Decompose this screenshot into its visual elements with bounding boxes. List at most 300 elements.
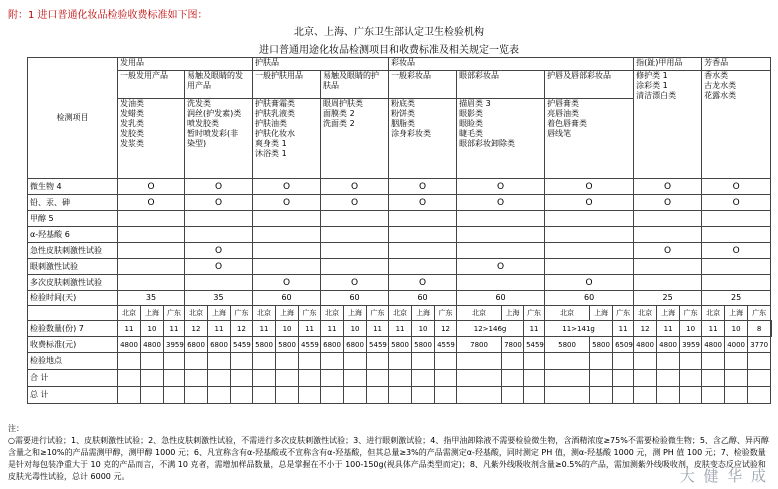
summary-cell: [208, 387, 231, 404]
fee-cell: 5459: [367, 337, 389, 353]
mark-cell-c5: [389, 195, 457, 211]
sub-general-skin: 一般护肤用品: [253, 71, 321, 99]
lab-cell: 广东: [613, 306, 634, 321]
summary-cell: [590, 387, 613, 404]
summary-cell: [702, 353, 725, 370]
fee-cell: 6800: [344, 337, 367, 353]
group-fragrance: 芳香品: [702, 58, 771, 71]
qty-cell: 10: [141, 321, 164, 337]
lab-cell: 广东: [299, 306, 321, 321]
lab-cell: 上海: [276, 306, 299, 321]
lab-cell: 北京: [253, 306, 276, 321]
summary-label-subtotal: 合 计: [28, 370, 118, 387]
circle-mark: O: [585, 277, 593, 288]
summary-cell: [435, 387, 457, 404]
circle-mark: O: [282, 181, 291, 192]
items-c8: 修护类 1 涂彩类 1 清洁漂白类: [634, 71, 702, 179]
mark-cell-c8: [634, 259, 702, 275]
summary-cell: [725, 353, 748, 370]
summary-cell: [299, 387, 321, 404]
summary-cell: [502, 370, 524, 387]
lab-cell: 上海: [502, 306, 524, 321]
lab-cell: 广东: [164, 306, 185, 321]
fee-cell: 3959: [164, 337, 185, 353]
sub-eye-skin: 易触及眼睛的护肤品: [321, 71, 389, 99]
summary-cell: [748, 387, 771, 404]
mark-cell-c8: [634, 179, 702, 195]
summary-cell: [185, 370, 208, 387]
summary-cell: [164, 387, 185, 404]
lab-cell: 上海: [208, 306, 231, 321]
lab-cell: 广东: [680, 306, 702, 321]
fee-cell: 5800: [389, 337, 412, 353]
sub-eye-makeup: 眼部彩妆品: [457, 71, 545, 99]
group-makeup: 彩妆品: [389, 58, 634, 71]
fee-cell: 4559: [299, 337, 321, 353]
summary-cell: [389, 370, 412, 387]
fee-cell: 4800: [141, 337, 164, 353]
doc-title: 北京、上海、广东卫生部认定卫生检验机构: [294, 27, 484, 38]
mark-cell-c9: [702, 259, 771, 275]
mark-cell-c9: [702, 227, 771, 243]
days-cell: 60: [253, 291, 321, 306]
summary-cell: [613, 370, 634, 387]
summary-cell: [321, 370, 344, 387]
fee-cell: 5459: [524, 337, 545, 353]
summary-cell: [141, 370, 164, 387]
qty-cell: 10: [725, 321, 748, 337]
qty-cell: 10: [276, 321, 299, 337]
summary-cell: [299, 370, 321, 387]
summary-label-place: 检验地点: [28, 353, 118, 370]
fee-cell: 6800: [208, 337, 231, 353]
mark-cell-c5: [389, 275, 457, 291]
mark-cell-c2: [185, 259, 253, 275]
qty-cell: 11: [164, 321, 185, 337]
fee-cell: 4559: [435, 337, 457, 353]
summary-cell: [118, 387, 141, 404]
mark-cell-c7: [545, 179, 634, 195]
fee-cell: 4800: [657, 337, 680, 353]
qty-cell: 10: [680, 321, 702, 337]
fee-cell: 5800: [276, 337, 299, 353]
summary-cell: [231, 353, 253, 370]
mark-cell-c6: [457, 243, 545, 259]
summary-cell: [321, 353, 344, 370]
circle-mark: O: [214, 261, 223, 272]
summary-cell: [680, 370, 702, 387]
qty-cell: 11: [367, 321, 389, 337]
fee-cell: 6800: [185, 337, 208, 353]
fee-cell: 4800: [634, 337, 657, 353]
mark-cell-c4: [321, 275, 389, 291]
items-c6: 描眉类 3 眼影类 眼睑类 睫毛类 眼部彩妆卸除类: [457, 99, 545, 179]
mark-cell-c1: [118, 179, 185, 195]
mark-cell-c8: [634, 227, 702, 243]
fee-cell: 6509: [613, 337, 634, 353]
notes-body: ○需要进行试验；1、皮肤刺激性试验；2、急性皮肤刺激性试验，不需进行多次皮肤刺激性试验；3、进行眼刺激试验；4、指甲油卸除液不需要检验微生物，含酒精浓度≥75%不需要检验微生物；5、含乙醇、异丙醇含量之和≥10%的产品需测甲醇，测甲醇 1000 元；6、凡宣称含有α-羟基酸或不宣称含有α-羟基酸，但其总量≥3%的产品需测定α-羟基酸，同时测定 PH 值，测α-羟基酸 1000 元，测 PH 值 100 元；7、检验数量是针对每包装净重大于 10 克的产品而言，不满 10 克者，需增加样品数量，总是掌握在不小于 100-150g(视具体产品类型而定)；8、凡紫外线吸收剂含量≥0.5%的产品，需加测紫外线吸收剂，皮肤变态反应试验和皮肤光毒性试验，总计 6000 元。: [8, 436, 769, 481]
summary-cell: [118, 370, 141, 387]
mark-cell-c7: [545, 243, 634, 259]
mark-cell-c3: [253, 211, 321, 227]
mark-cell-c5: [389, 227, 457, 243]
summary-cell: [680, 353, 702, 370]
summary-cell: [657, 370, 680, 387]
summary-cell: [185, 353, 208, 370]
mark-cell-c2: [185, 211, 253, 227]
mark-cell-c5: [389, 243, 457, 259]
summary-cell: [613, 353, 634, 370]
circle-mark: O: [732, 197, 740, 208]
fee-cell: 5800: [412, 337, 435, 353]
lab-cell: 广东: [748, 306, 771, 321]
mark-cell-c3: [253, 227, 321, 243]
summary-cell: [208, 353, 231, 370]
lab-cell: 北京: [389, 306, 412, 321]
mark-cell-c8: [634, 211, 702, 227]
summary-cell: [634, 353, 657, 370]
summary-cell: [545, 387, 590, 404]
summary-cell: [141, 353, 164, 370]
mark-cell-c1: [118, 243, 185, 259]
mark-cell-c6: [457, 275, 545, 291]
summary-cell: [634, 370, 657, 387]
labs-row: [28, 306, 118, 321]
summary-cell: [435, 353, 457, 370]
mark-cell-c9: [702, 243, 771, 259]
mark-cell-c1: [118, 259, 185, 275]
lab-cell: 广东: [367, 306, 389, 321]
summary-cell: [545, 353, 590, 370]
summary-cell: [276, 353, 299, 370]
items-c7: 护唇膏类 亮唇油类 着色唇膏类 唇线笔: [545, 99, 634, 179]
mark-cell-c3: [253, 179, 321, 195]
days-cell: 35: [185, 291, 253, 306]
fee-label: 收费标准(元): [28, 337, 118, 353]
qty-cell: 11>141g: [545, 321, 613, 337]
lab-cell: 北京: [321, 306, 344, 321]
summary-cell: [502, 353, 524, 370]
mark-cell-c6: [457, 227, 545, 243]
fee-cell: 4000: [725, 337, 748, 353]
sub-general-hair: 一般发用产品: [118, 71, 185, 99]
mark-cell-c3: [253, 195, 321, 211]
items-c9: 香水类 古龙水类 花露水类: [702, 71, 771, 179]
fee-cell: 5459: [231, 337, 253, 353]
summary-cell: [253, 387, 276, 404]
qty-cell: 12: [231, 321, 253, 337]
mark-cell-c7: [545, 259, 634, 275]
summary-cell: [457, 353, 502, 370]
summary-cell: [208, 370, 231, 387]
lab-cell: 北京: [185, 306, 208, 321]
mark-cell-c6: [457, 179, 545, 195]
summary-cell: [657, 387, 680, 404]
summary-cell: [412, 387, 435, 404]
circle-mark: O: [732, 245, 740, 256]
qty-cell: 12: [634, 321, 657, 337]
summary-cell: [389, 353, 412, 370]
days-cell: 60: [321, 291, 389, 306]
fee-cell: 6800: [321, 337, 344, 353]
items-c3: 护肤膏霜类 护肤乳液类 护肤油类 护肤化妆水 爽身类 1 沐浴类 1: [253, 99, 321, 179]
mark-cell-c8: [634, 195, 702, 211]
circle-mark: O: [497, 261, 505, 272]
fee-cell: 4800: [702, 337, 725, 353]
mark-cell-c9: [702, 211, 771, 227]
summary-cell: [457, 387, 502, 404]
mark-cell-c2: [185, 275, 253, 291]
days-label: 检验时间(天): [28, 291, 118, 306]
summary-cell: [590, 353, 613, 370]
summary-cell: [702, 387, 725, 404]
fee-cell: 4800: [118, 337, 141, 353]
header-item: 检测项目: [28, 58, 118, 179]
group-nail: 指(趾)甲用品: [634, 58, 702, 71]
qty-cell: 11: [389, 321, 412, 337]
items-c1: 发油类 发蜡类 发乳类 发胶类 发浆类: [118, 99, 185, 179]
summary-cell: [367, 353, 389, 370]
fee-cell: 5800: [590, 337, 613, 353]
circle-mark: O: [214, 245, 223, 256]
summary-cell: [524, 353, 545, 370]
summary-cell: [118, 353, 141, 370]
qty-cell: 11: [524, 321, 545, 337]
mark-cell-c1: [118, 195, 185, 211]
circle-mark: O: [214, 197, 223, 208]
mark-cell-c5: [389, 259, 457, 275]
mark-cell-c4: [321, 259, 389, 275]
lab-cell: 广东: [231, 306, 253, 321]
mark-cell-c3: [253, 259, 321, 275]
days-cell: 25: [702, 291, 771, 306]
circle-mark: O: [419, 277, 427, 288]
mark-cell-c4: [321, 179, 389, 195]
circle-mark: O: [497, 197, 505, 208]
summary-cell: [141, 387, 164, 404]
summary-cell: [344, 353, 367, 370]
days-cell: 60: [457, 291, 545, 306]
lab-cell: 广东: [524, 306, 545, 321]
qty-cell: 11: [613, 321, 634, 337]
row-label: α-羟基酸 6: [28, 227, 118, 243]
qty-cell: 11: [253, 321, 276, 337]
qty-cell: 12: [185, 321, 208, 337]
summary-cell: [657, 353, 680, 370]
circle-mark: O: [214, 181, 223, 192]
lab-cell: 上海: [657, 306, 680, 321]
qty-label: 检验数量(份) 7: [28, 321, 118, 337]
sub-eye-hair: 易触及眼睛的发用产品: [185, 71, 253, 99]
qty-cell: 11: [702, 321, 725, 337]
row-label: 眼刺激性试验: [28, 259, 118, 275]
summary-cell: [389, 387, 412, 404]
row-label: 甲醇 5: [28, 211, 118, 227]
doc-subtitle: 进口普通用途化妆品检测项目和收费标准及相关规定一览表: [259, 45, 519, 56]
mark-cell-c4: [321, 195, 389, 211]
summary-cell: [412, 370, 435, 387]
qty-cell: 11: [657, 321, 680, 337]
sub-general-makeup: 一般彩妆品: [389, 71, 457, 99]
days-cell: 35: [118, 291, 185, 306]
mark-cell-c2: [185, 243, 253, 259]
days-cell: 60: [545, 291, 634, 306]
qty-cell: [771, 321, 772, 337]
mark-cell-c1: [118, 211, 185, 227]
mark-cell-c1: [118, 227, 185, 243]
circle-mark: O: [351, 181, 359, 192]
summary-cell: [435, 370, 457, 387]
mark-cell-c6: [457, 195, 545, 211]
summary-cell: [457, 370, 502, 387]
summary-cell: [524, 387, 545, 404]
lab-cell: 上海: [344, 306, 367, 321]
qty-cell: 10: [412, 321, 435, 337]
summary-cell: [748, 370, 771, 387]
summary-cell: [545, 370, 590, 387]
summary-cell: [725, 370, 748, 387]
circle-mark: O: [585, 181, 593, 192]
row-label: 急性皮肤刺激性试验: [28, 243, 118, 259]
qty-cell: 11: [208, 321, 231, 337]
fee-cell: 5800: [253, 337, 276, 353]
mark-cell-c2: [185, 195, 253, 211]
summary-cell: [367, 370, 389, 387]
notes-head: 注：: [8, 424, 24, 433]
items-c4: 眼周护肤类 面膜类 2 洗面类 2: [321, 99, 389, 179]
circle-mark: O: [282, 277, 291, 288]
summary-cell: [748, 353, 771, 370]
mark-cell-c6: [457, 211, 545, 227]
circle-mark: O: [351, 277, 359, 288]
notes: [8, 423, 773, 483]
summary-cell: [299, 353, 321, 370]
summary-cell: [613, 387, 634, 404]
mark-cell-c1: [118, 275, 185, 291]
circle-mark: O: [664, 245, 672, 256]
fee-cell: 5800: [545, 337, 590, 353]
lab-cell: 上海: [412, 306, 435, 321]
mark-cell-c4: [321, 211, 389, 227]
summary-cell: [502, 387, 524, 404]
mark-cell-c4: [321, 227, 389, 243]
mark-cell-c8: [634, 243, 702, 259]
summary-label-total: 总 计: [28, 387, 118, 404]
mark-cell-c3: [253, 243, 321, 259]
mark-cell-c7: [545, 195, 634, 211]
summary-cell: [524, 370, 545, 387]
summary-cell: [276, 387, 299, 404]
fee-cell: 7800: [457, 337, 502, 353]
mark-cell-c6: [457, 259, 545, 275]
summary-cell: [412, 353, 435, 370]
circle-mark: O: [497, 181, 505, 192]
lab-cell: 北京: [545, 306, 590, 321]
items-c2: 洗发类 润丝(护发素)类 喷发胶类 暂时喷发彩(非 染型): [185, 99, 253, 179]
summary-cell: [231, 387, 253, 404]
summary-cell: [253, 370, 276, 387]
group-skin: 护肤品: [253, 58, 389, 71]
mark-cell-c7: [545, 275, 634, 291]
circle-mark: O: [419, 197, 427, 208]
mark-cell-c9: [702, 275, 771, 291]
qty-cell: 11: [321, 321, 344, 337]
intro-line: 附：1 进口普通化妆品检验收费标准如下图：: [8, 10, 208, 21]
mark-cell-c2: [185, 227, 253, 243]
mark-cell-c3: [253, 275, 321, 291]
mark-cell-c7: [545, 211, 634, 227]
qty-cell: 12>146g: [457, 321, 524, 337]
qty-cell: 11: [118, 321, 141, 337]
summary-cell: [276, 370, 299, 387]
summary-cell: [253, 353, 276, 370]
fee-cell: 3770: [748, 337, 771, 353]
sub-lip: 护唇及唇部彩妆品: [545, 71, 634, 99]
mark-cell-c8: [634, 275, 702, 291]
circle-mark: O: [282, 197, 291, 208]
mark-cell-c4: [321, 243, 389, 259]
summary-cell: [702, 370, 725, 387]
summary-cell: [590, 370, 613, 387]
lab-cell: 北京: [118, 306, 141, 321]
circle-mark: O: [147, 181, 155, 192]
summary-cell: [164, 353, 185, 370]
mark-cell-c9: [702, 195, 771, 211]
row-label: 铅、汞、砷: [28, 195, 118, 211]
summary-cell: [680, 387, 702, 404]
summary-cell: [344, 370, 367, 387]
qty-cell: 10: [344, 321, 367, 337]
circle-mark: O: [585, 197, 593, 208]
qty-cell: 11: [299, 321, 321, 337]
summary-cell: [725, 387, 748, 404]
days-cell: 60: [389, 291, 457, 306]
circle-mark: O: [664, 181, 672, 192]
watermark: 大 健 华 成: [679, 467, 768, 485]
summary-cell: [321, 387, 344, 404]
qty-cell: 12: [435, 321, 457, 337]
lab-cell: 北京: [702, 306, 725, 321]
qty-cell: 8: [748, 321, 771, 337]
circle-mark: O: [732, 181, 740, 192]
lab-cell: 广东: [435, 306, 457, 321]
fee-table: [27, 57, 772, 404]
lab-cell: 上海: [725, 306, 748, 321]
circle-mark: O: [147, 197, 155, 208]
days-cell: 25: [634, 291, 702, 306]
fee-cell: 3959: [680, 337, 702, 353]
items-c5: 粉底类 粉饼类 胭脂类 涂身彩妆类: [389, 99, 457, 179]
summary-cell: [164, 370, 185, 387]
row-label: 微生物 4: [28, 179, 118, 195]
mark-cell-c5: [389, 211, 457, 227]
mark-cell-c9: [702, 179, 771, 195]
group-hair: 发用品: [118, 58, 253, 71]
circle-mark: O: [351, 197, 359, 208]
row-label: 多次皮肤刺激性试验: [28, 275, 118, 291]
summary-cell: [231, 370, 253, 387]
circle-mark: O: [664, 197, 672, 208]
summary-cell: [185, 387, 208, 404]
lab-cell: 上海: [141, 306, 164, 321]
mark-cell-c5: [389, 179, 457, 195]
lab-cell: 北京: [457, 306, 502, 321]
fee-cell: 7800: [502, 337, 524, 353]
lab-cell: 北京: [634, 306, 657, 321]
circle-mark: O: [419, 181, 427, 192]
lab-cell: 上海: [590, 306, 613, 321]
summary-cell: [634, 387, 657, 404]
